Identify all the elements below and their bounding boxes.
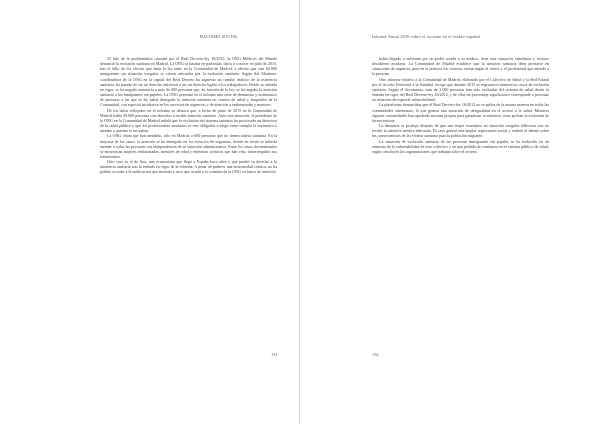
running-head: RACISMO SOCIAL [200,34,239,39]
paragraph: De los datos reflejados en el informe se destaca que, a fecha de junio de 2015 en la Comunidad de Madrid había 39.000 personas con derechos a recibir atención sanitaria. Ante esta situación, el presidente de la ONG en la Comunidad de Madrid señaló que la exclusión del sistema sanitario ha provocado un deterioro de la salud pública y que los profesionales sanitarios se ven obligados a elegir entre cumplir la normativa o atender a quienes lo necesitan. [100,107,277,134]
page-number: 152 [372,352,379,357]
page-number: 151 [271,352,278,357]
paragraph: había llegado a enfermar por no poder acudir a su médico. Ante esta situación, familiares y vecinos decidieron ayudarla. La Comunidad de Madrid establece que la atención sanitaria debe prestarse en situaciones de urgencia, pero en la práctica los criterios varían según el centro y el profesional que atiende a la persona. [372,56,549,77]
body-text [100,56,277,352]
right-page [300,0,600,424]
paragraph: Al hilo de la problemática causada por el Real Decreto-ley 16/2012, la ONG Médicos del Mundo denunció la exclusión sanitaria en Madrid. La ONG se basaba en particular, datos a conocer en julio de 2015, tras el fallo de los efectos que tenía la ley tanto en la Comunidad de Madrid, y afirmó que casi 60.000 inmigrantes sin situación irregular se vieron afectados por la exclusión sanitaria. Según Sol Martínez, coordinadora de la ONG en la capital del Real Decreto ha supuesto un cambio drástico de la asistencia sanitaria, ha pasado de ser un derecho universal a ser un derecho ligado a los trabajadores. Desde su entrada en vigor, se ha negado asistencia a más de 400 personas que, en función de la ley, se les negaba la atención sanitaria a los inmigrantes sin papeles. La ONG presentó en el informe una serie de denuncias y testimonios de personas a las que se les había denegado la atención sanitaria en centros de salud y hospitales de la Comunidad, con especial incidencia en los servicios de urgencias y de atención a embarazadas y menores. [100,56,277,108]
body-text [372,56,549,352]
paragraph: Otro caso es el de Ana, una ecuatoriana que llegó a España hace años y que perdió su derecho a la asistencia sanitaria tras la entrada en vigor de la reforma. A pesar de padecer una enfermedad crónica, no ha podido acceder a la medicación que necesita y tuvo que acudir a la consulta de la ONG en busca de atención. [100,159,277,175]
paragraph: La denuncia se produjo después de que una mujer extranjera en situación irregular falleciera tras no recibir la atención médica adecuada. El caso generó una amplia repercusión social y reabrió el debate sobre las consecuencias de la reforma sanitaria para la población migrante. [372,123,549,139]
paragraph: La ONG relata que han atendido, sólo en Madrid, a 600 personas que no tienen tarjeta sanitaria. En la mayoría de los casos, la atención se ha denegado en los servicios de urgencias, donde en teoría se debería atender a todas las personas con independencia de su situación administrativa. Entre los casos documentados se encuentran mujeres embarazadas, menores de edad y enfermos crónicos que han visto interrumpidos sus tratamientos. [100,133,277,159]
paragraph: La plataforma denunciaba que el Real Decreto-ley 16/2012 no se aplica de la misma manera en todas las comunidades autónomas, lo que genera una situación de desigualdad en el acceso a la salud. Mientras algunas comunidades han aprobado normas propias para garantizar la atención, otras aplican la exclusión de forma estricta. [372,102,549,123]
paragraph: Otro informe relativo a la Comunidad de Madrid, elaborado por el Colectivo de Salud y la Red Estatal por el Acceso Universal a la Sanidad, recoge que durante 2015 se registraron numerosos casos de exclusión sanitaria. Según el documento, más de 2.000 personas han sido excluidas del sistema de salud desde la entrada en vigor del Real Decreto-ley 16/2012, y de ellas un porcentaje significativo corresponde a personas en situación de especial vulnerabilidad. [372,76,549,103]
running-head: Informe Anual 2016 sobre el racismo en el estado español [372,34,481,39]
paragraph: La situación de exclusión sanitaria de las personas inmigrantes sin papeles se ha traducido en un aumento de la vulnerabilidad de este colectivo y en una pérdida de confianza en el sistema público de salud, según concluyen las organizaciones que trabajan sobre el terreno. [372,138,549,154]
